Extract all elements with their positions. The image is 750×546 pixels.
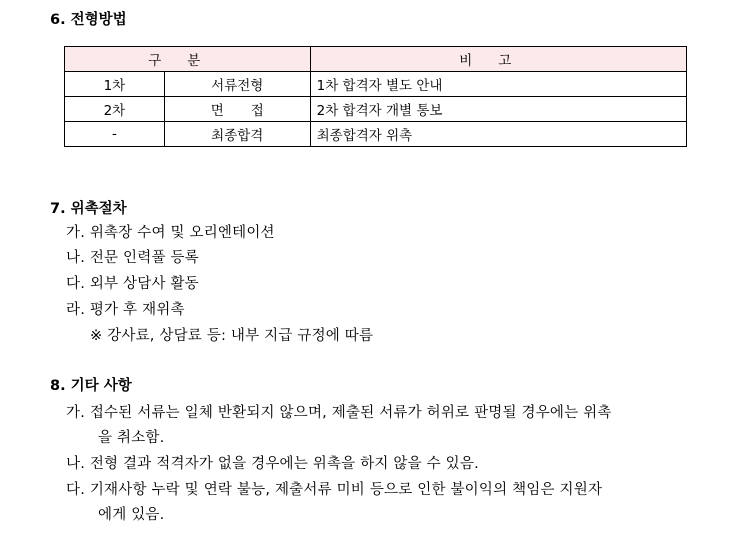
misc-item-line: 다. 기재사항 누락 및 연락 불능, 제출서류 미비 등으로 인한 불이익의 책임은 지원자 bbox=[66, 482, 603, 498]
stage-type-cell: 서류전형 bbox=[164, 72, 310, 97]
stage-type-cell: 최종합격 bbox=[164, 122, 310, 147]
stage-cell: 2차 bbox=[65, 97, 165, 122]
table-row bbox=[65, 97, 687, 122]
remarks-cell: 2차 합격자 개별 통보 bbox=[310, 97, 686, 122]
procedure-item: 가. 위촉장 수여 및 오리엔테이션 bbox=[66, 225, 275, 241]
procedure-item: 나. 전문 인력풀 등록 bbox=[66, 250, 199, 266]
section-6-title: 6. 전형방법 bbox=[50, 12, 127, 28]
remarks-cell: 1차 합격자 별도 안내 bbox=[310, 72, 686, 97]
section-8-title: 8. 기타 사항 bbox=[50, 378, 132, 394]
table-header-row bbox=[65, 47, 687, 72]
remarks-cell: 최종합격자 위촉 bbox=[310, 122, 686, 147]
table-row bbox=[65, 122, 687, 147]
misc-item-continuation: 을 취소함. bbox=[98, 430, 165, 446]
fee-note: ※ 강사료, 상담료 등: 내부 지급 규정에 따름 bbox=[90, 328, 374, 344]
stage-cell: 1차 bbox=[65, 72, 165, 97]
stage-cell: - bbox=[65, 122, 165, 147]
section-7-title: 7. 위촉절차 bbox=[50, 201, 127, 217]
selection-method-table bbox=[64, 46, 687, 147]
misc-item-line: 나. 전형 결과 적격자가 없을 경우에는 위촉을 하지 않을 수 있음. bbox=[66, 456, 479, 472]
stage-type-cell: 면 접 bbox=[164, 97, 310, 122]
misc-item-line: 가. 접수된 서류는 일체 반환되지 않으며, 제출된 서류가 허위로 판명될 경우에는 위촉 bbox=[66, 405, 612, 421]
procedure-item: 라. 평가 후 재위촉 bbox=[66, 302, 185, 318]
procedure-item: 다. 외부 상담사 활동 bbox=[66, 276, 199, 292]
header-remarks: 비고 bbox=[310, 47, 686, 72]
table-row bbox=[65, 72, 687, 97]
misc-item-continuation: 에게 있음. bbox=[98, 507, 165, 523]
header-category: 구분 bbox=[65, 47, 311, 72]
